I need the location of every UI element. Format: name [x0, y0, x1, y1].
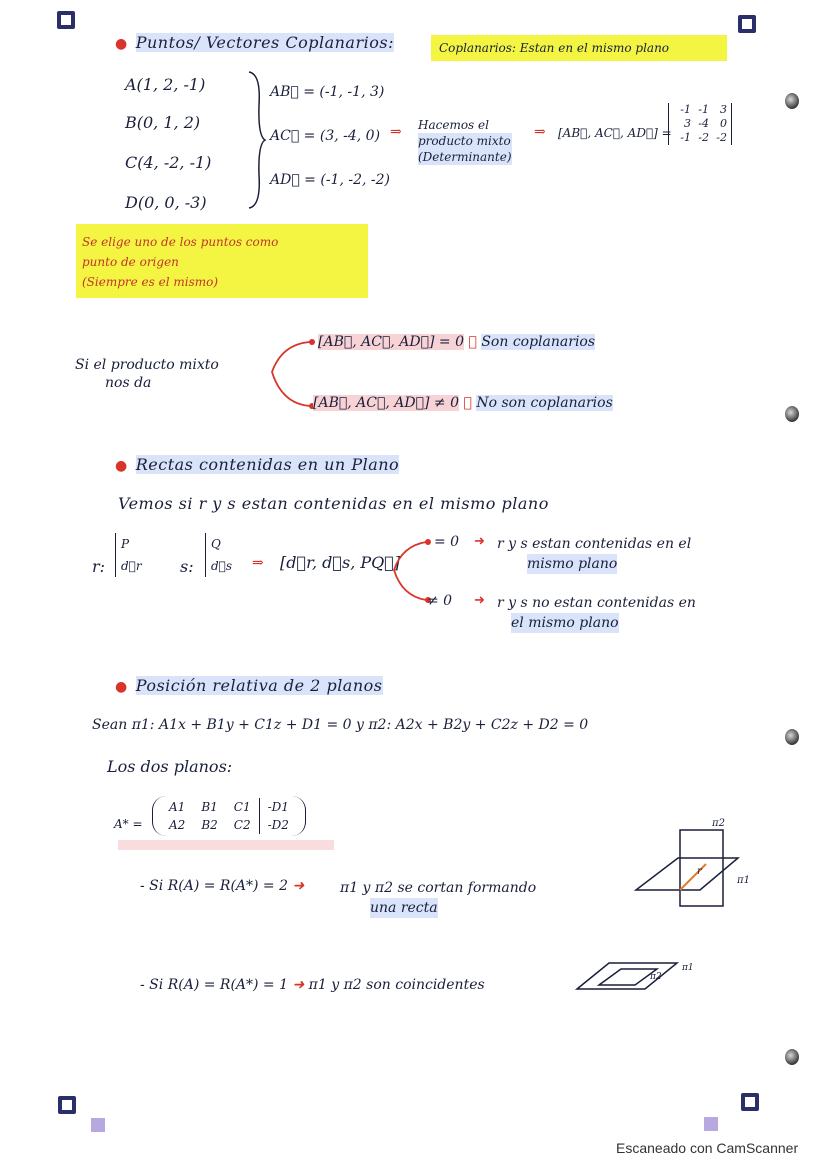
binder-hole-1	[785, 93, 799, 109]
fig1-label-pi1: π1	[737, 875, 750, 886]
case1-line1: π1 y π2 se cortan formando	[340, 880, 537, 896]
matrix-cell: -2	[716, 131, 727, 144]
bullet-icon: ●	[115, 36, 128, 52]
arrow-icon-1: ⇒	[390, 124, 402, 140]
point-c: C(4, -2, -1)	[125, 153, 212, 172]
r-point: P	[121, 537, 130, 551]
s-direction: d⃗s	[211, 559, 233, 573]
augmented-matrix	[152, 796, 306, 836]
arrow-icon-5: ⇒	[252, 555, 264, 571]
both-planes: Los dos planos:	[107, 757, 233, 776]
arrow-icon-3: ➜	[468, 334, 482, 350]
section1-title: Puntos/ Vectores Coplanarios:	[135, 33, 394, 52]
corner-marker-bottom-right	[741, 1093, 759, 1111]
augmented-matrix-table	[161, 798, 297, 834]
arrow-icon-2: ⇒	[534, 124, 546, 140]
matrix-cell: -1	[680, 103, 691, 116]
arrow-icon-4: ➜	[463, 395, 477, 411]
corner-marker-bottom-left	[58, 1096, 76, 1114]
scanner-watermark: Escaneado con CamScanner	[616, 1140, 799, 1156]
matrix-cell: -D1	[259, 798, 297, 816]
binder-hole-3	[785, 729, 799, 745]
case2-result: π1 y π2 son coincidentes	[308, 977, 485, 993]
purple-square-left	[91, 1118, 105, 1132]
r-direction: d⃗r	[121, 559, 142, 573]
coincident-planes-figure	[575, 955, 685, 1015]
matrix-cell: -1	[698, 103, 709, 116]
rs-nonzero-line1: r y s no estan contenidas en	[497, 595, 696, 611]
vector-ac: AC⃗ = (3, -4, 0)	[270, 128, 381, 144]
matrix-cell: A2	[169, 818, 186, 832]
origin-note-line3: (Siempre es el mismo)	[82, 275, 219, 289]
corner-marker-top-left	[57, 11, 75, 29]
matrix-cell: B1	[201, 800, 218, 814]
vector-ab: AB⃗ = (-1, -1, 3)	[270, 84, 385, 100]
case1-cond: - Si R(A) = R(A*) = 2	[140, 878, 289, 894]
section4-title: Posición relativa de 2 planos	[135, 676, 383, 695]
arrow-icon-6: ➜	[474, 534, 485, 549]
matrix-cell: 0	[720, 117, 727, 130]
intersecting-planes-figure	[628, 818, 758, 928]
matrix-cell: -4	[698, 117, 709, 130]
rs-nonzero-result	[497, 593, 696, 633]
section4-title-row	[115, 676, 383, 695]
matrix-cell: -D2	[259, 816, 297, 834]
rs-zero: = 0	[434, 534, 460, 550]
mixed-product-line2: producto mixto	[418, 134, 511, 148]
binder-hole-2	[785, 406, 799, 422]
rs-zero-line1: r y s estan contenidas en el	[497, 536, 692, 552]
fig1-label-pi2: π2	[712, 818, 725, 829]
case1-line2: una recta	[370, 900, 438, 916]
s-label: s:	[180, 557, 194, 576]
arrow-icon-9: ➜	[292, 977, 309, 993]
section3-title-row	[115, 455, 399, 474]
case-zero-result: Son coplanarios	[481, 334, 596, 350]
binder-hole-4	[785, 1049, 799, 1065]
s-point: Q	[211, 537, 221, 551]
matrix-cell: C2	[233, 818, 251, 832]
origin-note	[76, 224, 368, 298]
point-b: B(0, 1, 2)	[125, 113, 201, 132]
bracket-label: [AB⃗, AC⃗, AD⃗] =	[558, 126, 672, 140]
mixed-product-line3: (Determinante)	[418, 150, 512, 164]
fig2-label-pi2: π2	[650, 972, 662, 982]
s-system	[205, 533, 232, 577]
matrix-cell: -2	[698, 131, 709, 144]
rs-nonzero-line2: el mismo plano	[511, 615, 619, 631]
points-brace-icon	[245, 70, 267, 210]
planes-equation: Sean π1: A1x + B1y + C1z + D1 = 0 y π2: A2x + B2y + C2z + D2 = 0	[92, 717, 589, 733]
matrix-cell: 3	[684, 117, 691, 130]
am-label: A* =	[114, 817, 143, 831]
origin-note-line1: Se elige uno de los puntos como	[82, 235, 279, 249]
bullet-icon: ●	[115, 458, 128, 474]
mixed-product-lead	[75, 356, 219, 392]
rs-zero-result	[497, 534, 691, 574]
matrix-cell: C1	[233, 800, 251, 814]
case-nonzero-row	[313, 395, 613, 411]
section3-title: Rectas contenidas en un Plano	[135, 455, 400, 474]
fig1-label-r: r	[697, 866, 702, 877]
point-a: A(1, 2, -1)	[125, 75, 206, 94]
rs-zero-line2: mismo plano	[527, 556, 618, 572]
coplanar-note: Coplanarios: Estan en el mismo plano	[431, 35, 727, 61]
matrix-cell: A1	[169, 800, 186, 814]
vector-ad: AD⃗ = (-1, -2, -2)	[270, 172, 391, 188]
matrix-cell: B2	[201, 818, 218, 832]
mixed-product-line1: Hacemos el	[418, 118, 489, 132]
matrix-highlight	[118, 840, 334, 850]
r-system	[115, 533, 142, 577]
matrix-cell: 3	[720, 103, 727, 116]
arrow-icon-7: ➜	[474, 593, 485, 608]
lead-line2: nos da	[105, 375, 152, 391]
fig2-label-pi1: π1	[682, 963, 694, 973]
bullet-icon: ●	[115, 679, 128, 695]
purple-square-right	[704, 1117, 718, 1131]
case1-result	[340, 878, 536, 918]
mixed-product-note	[418, 117, 512, 165]
section3-intro: Vemos si r y s estan contenidas en el mismo plano	[118, 494, 549, 513]
rs-nonzero: ≠ 0	[427, 593, 453, 609]
case2-row	[140, 977, 485, 993]
point-d: D(0, 0, -3)	[125, 193, 207, 212]
section1-title-row	[115, 33, 394, 52]
arrow-icon-8: ➜	[292, 878, 305, 894]
case-nonzero-formula: [AB⃗, AC⃗, AD⃗] ≠ 0	[313, 395, 460, 411]
case-zero-formula: [AB⃗, AC⃗, AD⃗] = 0	[318, 334, 465, 350]
origin-note-line2: punto de origen	[82, 255, 179, 269]
corner-marker-top-right	[738, 15, 756, 33]
case-nonzero-result: No son coplanarios	[476, 395, 613, 411]
case1-row	[140, 878, 304, 894]
rs-bracket: [d⃗r, d⃗s, PQ⃗]	[280, 553, 401, 572]
case2-cond: - Si R(A) = R(A*) = 1	[140, 977, 289, 993]
case-zero-row	[318, 334, 595, 350]
matrix-cell: -1	[680, 131, 691, 144]
r-label: r:	[92, 557, 106, 576]
lead-line1: Si el producto mixto	[75, 357, 219, 373]
determinant-matrix	[668, 98, 732, 145]
